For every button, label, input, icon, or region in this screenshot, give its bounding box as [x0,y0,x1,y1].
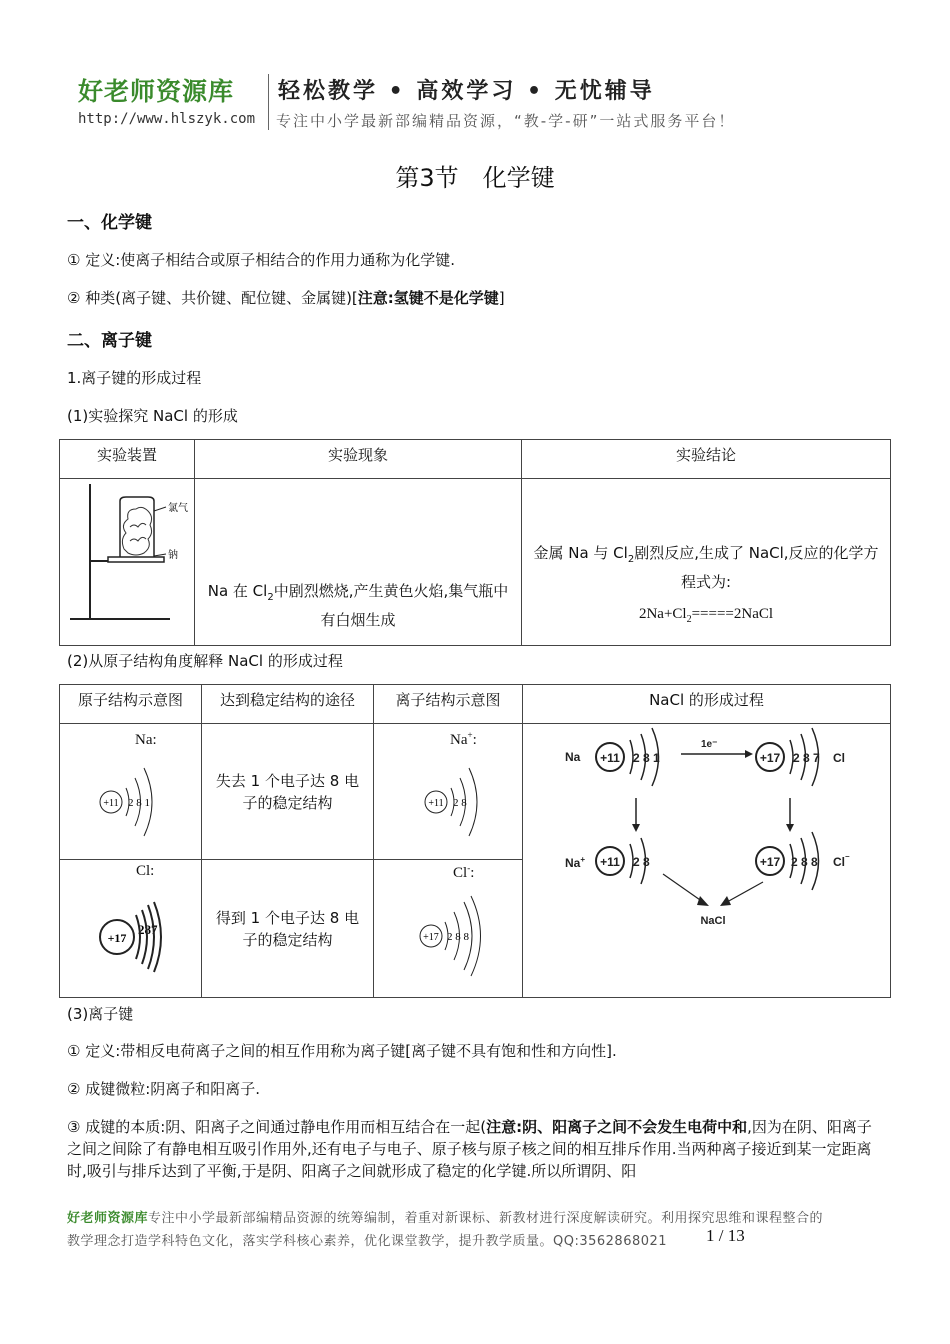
conclusion-text-a: 金属 Na 与 Cl [533,544,628,562]
cl-ion-cell [374,860,523,998]
proc-na-ion-shells: 2 8 [633,855,650,869]
na-path-cell: 失去 1 个电子达 8 电子的稳定结构 [202,724,374,860]
experiment-title: (1)实验探究 NaCl 的形成 [67,407,238,425]
proc-cl-label: Cl [833,751,845,765]
conclusion-sub: 2 [627,554,635,565]
proc-cl-ion-label [833,853,850,869]
header-ion-diagram: 离子结构示意图 [374,685,523,724]
ionic-bond-heading: (3)离子键 [67,1005,134,1023]
na-ion-symbol: Na [450,732,468,748]
proc-cl-shells: 2 8 7 [793,751,820,765]
nature-text-a: ③ 成键的本质:阴、阳离子之间通过静电作用而相互结合在一起( [67,1118,487,1136]
proc-na-shells: 2 8 1 [633,751,660,765]
experiment-table [59,439,891,646]
proc-cl-ion-symbol: Cl [833,855,845,869]
na-atom-nucleus: +11 [103,798,119,809]
header-apparatus: 实验装置 [60,440,195,479]
na-atom-shells: 2 8 1 [128,797,150,809]
cl-ion-shells: 2 8 8 [447,931,469,943]
footer-line-2: 教学理念打造学科特色文化，落实学科核心素养，优化课堂教学，提升教学质量。QQ:3562868021 [67,1234,668,1249]
header-conclusion: 实验结论 [522,440,891,479]
formation-cell [523,724,891,998]
proc-cl-nucleus: +17 [759,751,781,765]
footer-brand: 好老师资源库 [67,1211,149,1226]
nature-text-b: ,因为在阴、阳离子之间之间除了有静电相互吸引作用外,还有电子与电子、原子核与原子核之间的相互排斥作用.当两种离子接近到某一定距离时,吸引与排斥达到了平衡,于是阴、阳离子之间就形成了稳定的化学键.所以所谓阴、阳 [67,1118,872,1180]
proc-na-nucleus: +11 [600,751,620,765]
na-atom-diagram [60,724,201,860]
na-ion-charge: + [467,730,473,740]
header-url[interactable]: http://www.hlszyk.com [78,111,256,127]
conclusion-cell [522,479,891,646]
apparatus-diagram [60,479,194,646]
page-number: 1 / 13 [706,1226,745,1245]
cl-ion-diagram [374,860,522,998]
reaction-equation [530,603,882,631]
cl-ion-colon: : [470,865,475,881]
formation-diagram [523,724,891,998]
proc-electron-label: 1e⁻ [701,739,718,750]
atomic-structure-table [59,684,891,998]
na-ion-colon: : [472,732,477,748]
cl-path-cell: 得到 1 个电子达 8 电子的稳定结构 [202,860,374,998]
cl-atom-label: Cl: [136,863,155,879]
header-slogan: 轻松教学 • 高效学习 • 无忧辅导 [278,79,655,104]
proc-cl-ion-charge: ⁻ [845,853,850,863]
ionic-bond-particles: ② 成键微粒:阴离子和阳离子. [67,1080,261,1098]
na-ion-diagram [374,724,522,860]
label-sodium: 钠 [168,550,178,561]
footer-line-1 [67,1207,823,1226]
nature-note: 注意:阴、阳离子之间不会发生电荷中和 [486,1118,748,1136]
cl-ion-symbol: Cl [453,865,468,881]
na-ion-nucleus: +11 [428,798,444,809]
header-atom-diagram: 原子结构示意图 [60,685,202,724]
equation-sub: 2 [686,614,692,625]
conclusion-text [530,542,882,593]
brand-logo-text: 好老师资源库 [78,77,235,106]
proc-na-ion-charge: + [580,855,586,864]
phenomenon-cell [195,479,522,646]
proc-cl-ion-nucleus: +17 [759,855,781,869]
cl-atom-diagram [60,860,201,998]
phenomenon-sub: 2 [267,592,274,603]
phenomenon-text-b: 中剧烈燃烧,产生黄色火焰,集气瓶中有白烟生成 [273,582,509,629]
bond-types-note: 注意:氢键不是化学键 [357,289,499,307]
header-phenomenon: 实验现象 [195,440,522,479]
ionic-bond-definition: ① 定义:带相反电荷离子之间的相互作用称为离子键[离子键不具有饱和性和方向性]. [67,1042,617,1060]
page-title: 第3节 化学键 [395,164,555,192]
bond-types [67,287,505,308]
section-heading-bond: 一、化学键 [67,213,152,233]
proc-na-ion-nucleus: +11 [600,855,620,869]
equation-b: =====2NaCl [691,606,774,622]
na-atom-label: Na: [135,732,157,748]
header-subtitle: 专注中小学最新部编精品资源，“教-学-研”一站式服务平台！ [276,112,736,130]
bond-definition: ① 定义:使离子相结合或原子相结合的作用力通称为化学键. [67,251,456,269]
na-atom-cell [60,724,202,860]
na-ion-shells: 2 8 [453,797,467,809]
proc-na-ion-symbol: Na [565,856,581,870]
ionic-bond-nature [67,1116,885,1182]
cl-ion-charge: - [467,863,471,873]
conclusion-text-b: 剧烈反应,生成了 NaCl,反应的化学方程式为: [634,544,879,591]
atomic-structure-title: (2)从原子结构角度解释 NaCl 的形成过程 [67,652,343,670]
header-divider [268,74,269,130]
cl-atom-shells: 287 [138,922,158,937]
proc-na-ion-label [565,855,585,870]
proc-product: NaCl [700,915,726,927]
section-heading-ionic: 二、离子键 [67,331,152,351]
bond-types-text: ② 种类(离子键、共价键、配位键、金属键)[ [67,289,358,307]
ionic-formation-title: 1.离子键的形成过程 [67,369,202,387]
proc-cl-ion-shells: 2 8 8 [791,855,818,869]
label-chlorine: 氯气 [168,503,188,514]
equation-a: 2Na+Cl [638,606,687,622]
na-ion-cell [374,724,523,860]
cl-atom-nucleus: +17 [107,931,127,945]
proc-na-label: Na [565,750,581,764]
apparatus-cell [60,479,195,646]
phenomenon-text-a: Na 在 Cl [207,582,268,600]
cl-atom-cell [60,860,202,998]
cl-ion-nucleus: +17 [423,932,439,943]
footer-text-1: 专注中小学最新部编精品资源的统筹编制，着重对新课标、新教材进行深度解读研究。利用探究思维和课程整合的 [148,1211,824,1226]
header-stable-path: 达到稳定结构的途径 [202,685,374,724]
bond-types-close: ] [498,289,505,307]
header-formation: NaCl 的形成过程 [523,685,891,724]
